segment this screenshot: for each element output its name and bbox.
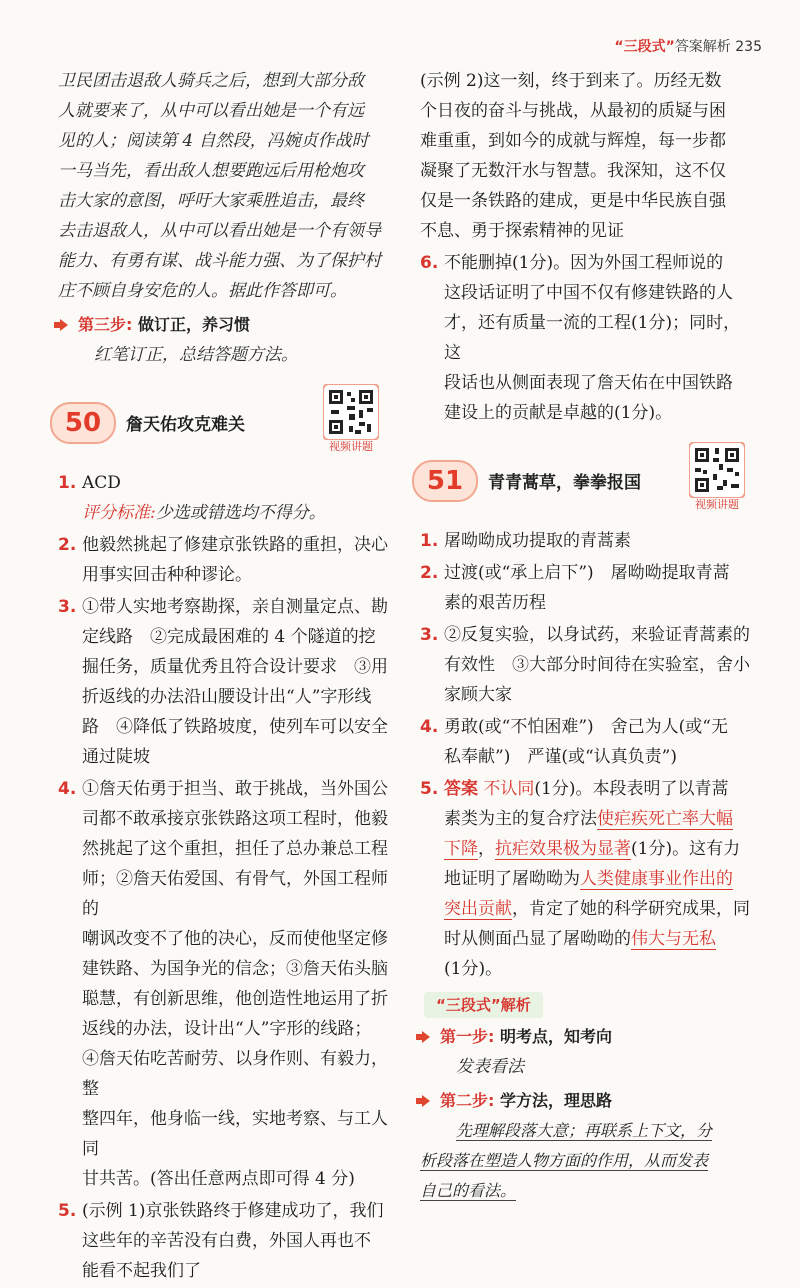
section-number-badge: 50 (50, 402, 116, 444)
answer-text: ，肯定了她的科学研究成果，同 (512, 899, 750, 919)
answer-line: 聪慧，有创新思维，他创造性地运用了折 (82, 989, 388, 1009)
answer-text: 素类为主的复合疗法 (444, 809, 597, 829)
text-line: 人就要来了，从中可以看出她是一个有远 (58, 101, 364, 121)
text-line: 去击退敌人，从中可以看出她是一个有领导 (58, 221, 381, 241)
qr-code[interactable] (320, 384, 382, 454)
answer-line: 嘲讽改变不了他的决心，反而使他坚定修 (82, 929, 388, 949)
answer-line: 用事实回击种种谬论。 (82, 565, 252, 585)
hand-line (420, 1146, 754, 1176)
answer-number: 4. (420, 717, 439, 737)
scoring-label: 评分标准: (82, 503, 156, 523)
answer-line: 私奉献”) 严谨(或“认真负责”) (444, 747, 677, 767)
continued-analysis (58, 66, 388, 306)
answer-number: 1. (420, 531, 439, 551)
answer-line: 屠呦呦成功提取的青蒿素 (444, 531, 631, 551)
hand-text: 自己的看法。 (420, 1181, 517, 1200)
left-column (58, 66, 388, 1288)
text-line: 能力、有勇有谋、战斗能力强、为了保护村 (58, 251, 381, 271)
step-label: 第二步: (440, 1091, 495, 1110)
section-title: 青青蒿草，拳拳报国 (488, 473, 641, 493)
analysis-tag: “三段式”解析 (424, 992, 543, 1018)
step-label: 第一步: (440, 1027, 495, 1046)
answer-item (58, 530, 388, 590)
hand-text: 先理解段落大意；再联系上下文，分 (456, 1121, 713, 1140)
answer-line: 素的艰苦历程 (444, 593, 546, 613)
answer-item (58, 774, 388, 1194)
arrow-dot-icon (54, 319, 68, 331)
step-body: 红笔订正，总结答题方法。 (94, 345, 298, 365)
answer-line: 返线的办法，设计出“人”字形的线路； (82, 1019, 372, 1039)
example-two (420, 66, 754, 246)
answer-line: 不能删掉(1分)。因为外国工程师说的 (444, 253, 724, 273)
answer-line: 这段话证明了中国不仅有修建铁路的人 (444, 283, 733, 303)
qr-code-icon (323, 384, 379, 440)
page-number: 235 (735, 39, 762, 55)
answer-text: ACD (82, 473, 121, 493)
answer-text: 时从侧面凸显了屠呦呦的 (444, 929, 631, 949)
scoring-text: 少选或错选均不得分。 (155, 503, 326, 523)
qr-code-icon (689, 442, 745, 498)
qr-label: 视频讲题 (695, 498, 739, 511)
answer-line: ①詹天佑勇于担当、敢于挑战，当外国公 (82, 779, 388, 799)
section-50-header (50, 384, 388, 462)
key-phrase: 使疟疾死亡率大幅 (597, 809, 733, 829)
answer-line: 然挑起了这个重担，担任了总办兼总工程 (82, 839, 388, 859)
answer-line (444, 894, 754, 924)
answer-number: 2. (420, 563, 439, 583)
answer-line: ④詹天佑吃苦耐劳、以身作则、有毅力，整 (82, 1049, 388, 1099)
answer-line (444, 864, 754, 894)
answer-line: 掘任务，质量优秀且符合设计要求 ③用 (82, 657, 388, 677)
answer-item (420, 248, 754, 428)
answer-line (444, 774, 754, 804)
arrow-dot-icon (416, 1095, 430, 1107)
answer-item (420, 712, 754, 772)
answer-line: 司都不敢承接京张铁路这项工程时，他毅 (82, 809, 388, 829)
answer-line: 有效性 ③大部分时间待在实验室，舍小 (444, 655, 750, 675)
answer-line: 定线路 ②完成最困难的 4 个隧道的挖 (82, 627, 376, 647)
answer-label: 答案 (444, 779, 478, 799)
answer-line: (示例 1)京张铁路终于修建成功了，我们 (82, 1201, 384, 1221)
hand-line (420, 1176, 754, 1206)
answer-line: 过渡(或“承上启下”) 屠呦呦提取青蒿 (444, 563, 730, 583)
qr-code[interactable] (686, 442, 748, 512)
answer-line (444, 834, 754, 864)
answer-text: ， (478, 839, 495, 859)
answer-line (444, 924, 754, 954)
section-number-badge: 51 (412, 460, 478, 502)
key-phrase: 人类健康事业作出的 (580, 869, 733, 889)
step-title: 学方法，理思路 (499, 1091, 612, 1110)
answer-line: 整四年，他身临一线，实地考察、与工人同 (82, 1109, 388, 1159)
text-line: 卫民团击退敌人骑兵之后，想到大部分敌 (58, 71, 364, 91)
answer-item (420, 526, 754, 556)
qr-label: 视频讲题 (329, 440, 373, 453)
answer-item (420, 620, 754, 710)
step-two (416, 1086, 754, 1116)
answer-line (444, 804, 754, 834)
answer-line: ①带人实地考察勘探，亲自测量定点、勘 (82, 597, 388, 617)
key-phrase: 抗疟效果极为显著 (495, 839, 631, 859)
answer-text: (1分)。这有力 (631, 839, 741, 859)
text-line: 仅是一条铁路的建成，更是中华民族自强 (420, 191, 726, 211)
hand-line (420, 1116, 754, 1146)
step-title: 做订正，养习惯 (137, 315, 250, 334)
answer-line: 勇敢(或“不怕困难”) 舍己为人(或“无 (444, 717, 728, 737)
answer-line: 建铁路、为国争光的信念；③詹天佑头脑 (82, 959, 388, 979)
text-line: 凝聚了无数汗水与智慧。我深知，这不仅 (420, 161, 726, 181)
answer-line: 通过陡坡 (82, 747, 150, 767)
key-phrase: 突出贡献 (444, 899, 512, 919)
step-body (420, 1116, 754, 1206)
answer-item-5 (420, 774, 754, 984)
answer-item (420, 558, 754, 618)
page-header (614, 36, 762, 56)
answer-item (58, 592, 388, 772)
answer-text: (1分)。本段表明了以青蒿 (534, 779, 729, 799)
answer-line: 能看不起我们了 (82, 1261, 201, 1281)
section-title: 詹天佑攻克难关 (126, 415, 245, 435)
answer-line: 建设上的贡献是卓越的(1分)。 (444, 403, 673, 423)
answer-number: 1. (58, 473, 77, 493)
answer-line: 甘共苦。(答出任意两点即可得 4 分) (82, 1169, 355, 1189)
header-brand: “三段式” (614, 39, 675, 55)
key-phrase: 伟大与无私 (631, 929, 716, 949)
answer-key: 不认同 (483, 779, 535, 799)
text-line: 击大家的意图，呼吁大家乘胜追击，最终 (58, 191, 364, 211)
answer-line: 路 ④降低了铁路坡度，使列车可以安全 (82, 717, 388, 737)
answer-line: 家顾大家 (444, 685, 512, 705)
answer-number: 4. (58, 779, 77, 799)
answer-line: 折返线的办法沿山腰设计出“人”字形线 (82, 687, 372, 707)
answer-line: (1分)。 (444, 959, 503, 979)
answer-number: 5. (420, 779, 439, 799)
hand-text: 析段落在塑造人物方面的作用，从而发表 (420, 1151, 709, 1170)
answer-line: 这些年的辛苦没有白费，外国人再也不 (82, 1231, 371, 1251)
answer-number: 3. (420, 625, 439, 645)
step-title: 明考点，知考向 (499, 1027, 612, 1046)
key-phrase: 下降 (444, 839, 478, 859)
answer-line: ②反复实验，以身试药，来验证青蒿素的 (444, 625, 750, 645)
scoring-note (82, 498, 388, 528)
answer-number: 3. (58, 597, 77, 617)
text-line: 难重重，到如今的成就与辉煌，每一步都 (420, 131, 726, 151)
text-line: 一马当先，看出敌人想要跑远后用枪炮攻 (58, 161, 364, 181)
answer-number: 6. (420, 253, 439, 273)
text-line: 不息、勇于探索精神的见证 (420, 221, 624, 241)
step-label: 第三步: (78, 315, 133, 334)
text-line: (示例 2)这一刻，终于到来了。历经无数 (420, 71, 722, 91)
section-51-header (412, 442, 754, 520)
answer-item (58, 1196, 388, 1286)
right-column (420, 66, 754, 1206)
answer-number: 5. (58, 1201, 77, 1221)
step-one (416, 1022, 754, 1052)
answer-line: 师；②詹天佑爱国、有骨气，外国工程师的 (82, 869, 388, 919)
text-line: 庄不顾自身安危的人。据此作答即可。 (58, 281, 347, 301)
header-title: 答案解析 (674, 39, 731, 55)
text-line: 见的人；阅读第 4 自然段，冯婉贞作战时 (58, 131, 369, 151)
answer-text: 地证明了屠呦呦为 (444, 869, 580, 889)
step-three (54, 310, 388, 340)
answer-line: 段话也从侧面表现了詹天佑在中国铁路 (444, 373, 733, 393)
text-line: 个日夜的奋斗与挑战，从最初的质疑与困 (420, 101, 726, 121)
answer-number: 2. (58, 535, 77, 555)
answer-line: 他毅然挑起了修建京张铁路的重担，决心 (82, 535, 388, 555)
step-body: 发表看法 (456, 1057, 524, 1077)
answer-item (58, 468, 388, 528)
arrow-dot-icon (416, 1031, 430, 1043)
answer-line: 才，还有质量一流的工程(1分)；同时，这 (444, 313, 741, 363)
